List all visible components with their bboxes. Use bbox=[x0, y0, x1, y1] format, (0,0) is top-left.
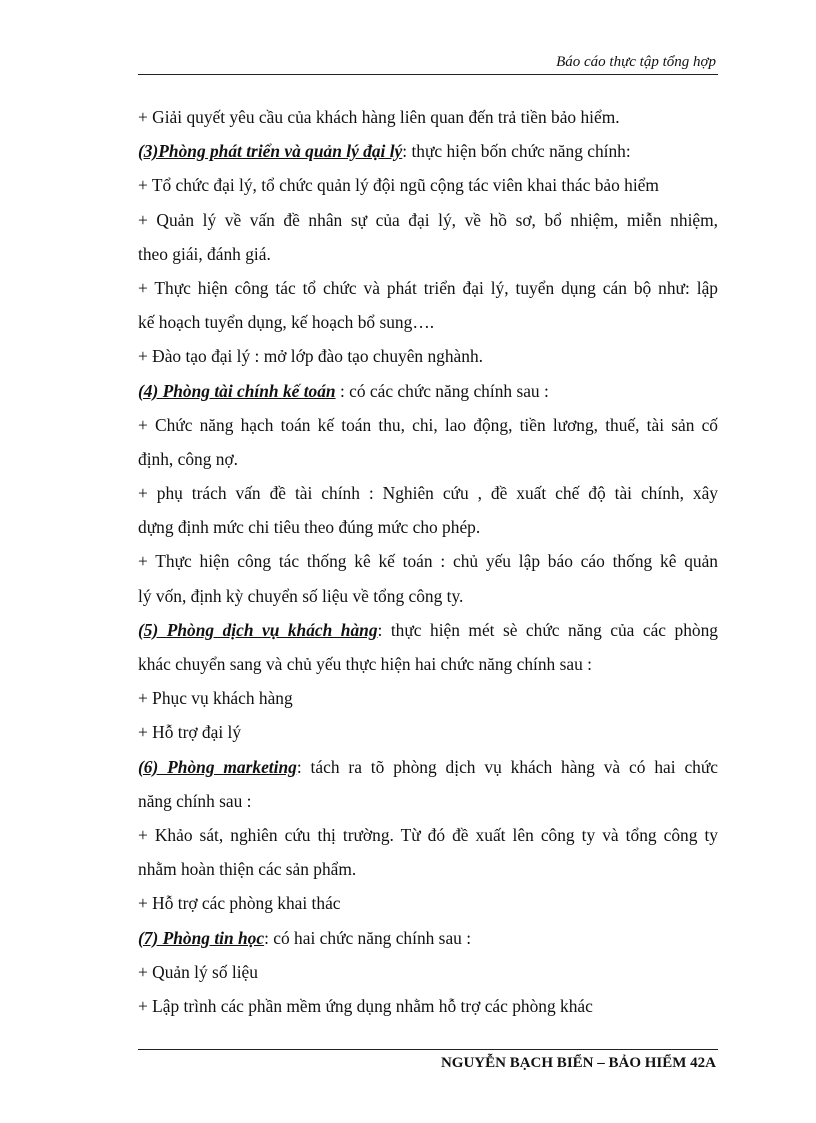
section-3-heading: (3)Phòng phát triển và quản lý đại lý bbox=[138, 141, 403, 162]
paragraph-line: + Lập trình các phần mềm ứng dụng nhằm hỗ trợ các phòng khác bbox=[138, 995, 593, 1016]
section-3-line bbox=[138, 134, 718, 168]
paragraph-line: + Quản lý về vấn đề nhân sự của đại lý, về hồ sơ, bổ nhiệm, miễn nhiệm, bbox=[138, 209, 718, 230]
paragraph-line: kế hoạch tuyển dụng, kế hoạch bổ sung…. bbox=[138, 312, 435, 333]
page-header bbox=[138, 52, 718, 75]
section-6-line bbox=[138, 750, 718, 784]
paragraph-line: theo giái, đánh giá. bbox=[138, 243, 271, 264]
paragraph-line: + Quản lý số liệu bbox=[138, 961, 258, 982]
paragraph-line: + Đào tạo đại lý : mở lớp đào tạo chuyên nghành. bbox=[138, 346, 484, 367]
paragraph-line: + Tổ chức đại lý, tổ chức quản lý đội ngũ cộng tác viên khai thác bảo hiểm bbox=[138, 175, 659, 196]
document-body bbox=[138, 100, 718, 1023]
section-3-intro: : thực hiện bốn chức năng chính: bbox=[402, 141, 631, 162]
paragraph-line: + Phục vụ khách hàng bbox=[138, 688, 293, 709]
section-7-line bbox=[138, 921, 718, 955]
paragraph-line: năng chính sau : bbox=[138, 790, 252, 811]
section-6-heading: (6) Phòng marketing bbox=[138, 756, 297, 777]
paragraph-line: + phụ trách vấn đề tài chính : Nghiên cứu , đề xuất chế độ tài chính, xây bbox=[138, 483, 718, 504]
section-5-heading: (5) Phòng dịch vụ khách hàng bbox=[138, 619, 378, 640]
paragraph-line: + Thực hiện công tác thống kê kế toán : chủ yếu lập báo cáo thống kê quản bbox=[138, 551, 718, 572]
paragraph-line: nhằm hoàn thiện các sản phẩm. bbox=[138, 859, 357, 880]
paragraph-line: định, công nợ. bbox=[138, 448, 239, 469]
header-title: Báo cáo thực tập tổng hợp bbox=[556, 54, 716, 70]
page-footer bbox=[138, 1049, 718, 1071]
paragraph-line: dựng định mức chi tiêu theo đúng mức cho phép. bbox=[138, 517, 481, 538]
section-7-intro: : có hai chức năng chính sau : bbox=[264, 927, 472, 948]
section-6-intro: : tách ra tõ phòng dịch vụ khách hàng và có hai chức bbox=[296, 756, 718, 777]
paragraph-line: lý vốn, định kỳ chuyển số liệu về tổng công ty. bbox=[138, 585, 464, 606]
paragraph-line: + Hỗ trợ các phòng khai thác bbox=[138, 893, 341, 914]
section-4-line bbox=[138, 374, 718, 408]
paragraph-line: khác chuyển sang và chủ yếu thực hiện hai chức năng chính sau : bbox=[138, 654, 592, 674]
section-5-intro: : thực hiện mét sè chức năng của các phòng bbox=[377, 619, 718, 640]
paragraph-line: + Khảo sát, nghiên cứu thị trường. Từ đó đề xuất lên công ty và tổng công ty bbox=[138, 824, 718, 845]
paragraph-line: + Chức năng hạch toán kế toán thu, chi, lao động, tiền lương, thuế, tài sản cố bbox=[138, 414, 718, 435]
paragraph-line: + Hỗ trợ đại lý bbox=[138, 722, 242, 743]
section-4-heading: (4) Phòng tài chính kế toán bbox=[138, 380, 336, 401]
section-5-line bbox=[138, 613, 718, 647]
section-7-heading: (7) Phòng tin học bbox=[138, 927, 265, 948]
paragraph-line: + Giải quyết yêu cầu của khách hàng liên quan đến trả tiền bảo hiểm. bbox=[138, 107, 620, 127]
footer-author: NGUYỄN BẠCH BIỂN – BẢO HIỂM 42A bbox=[440, 1055, 716, 1071]
paragraph-line: + Thực hiện công tác tổ chức và phát triển đại lý, tuyển dụng cán bộ như: lập bbox=[138, 277, 718, 298]
section-4-intro: : có các chức năng chính sau : bbox=[335, 380, 549, 401]
